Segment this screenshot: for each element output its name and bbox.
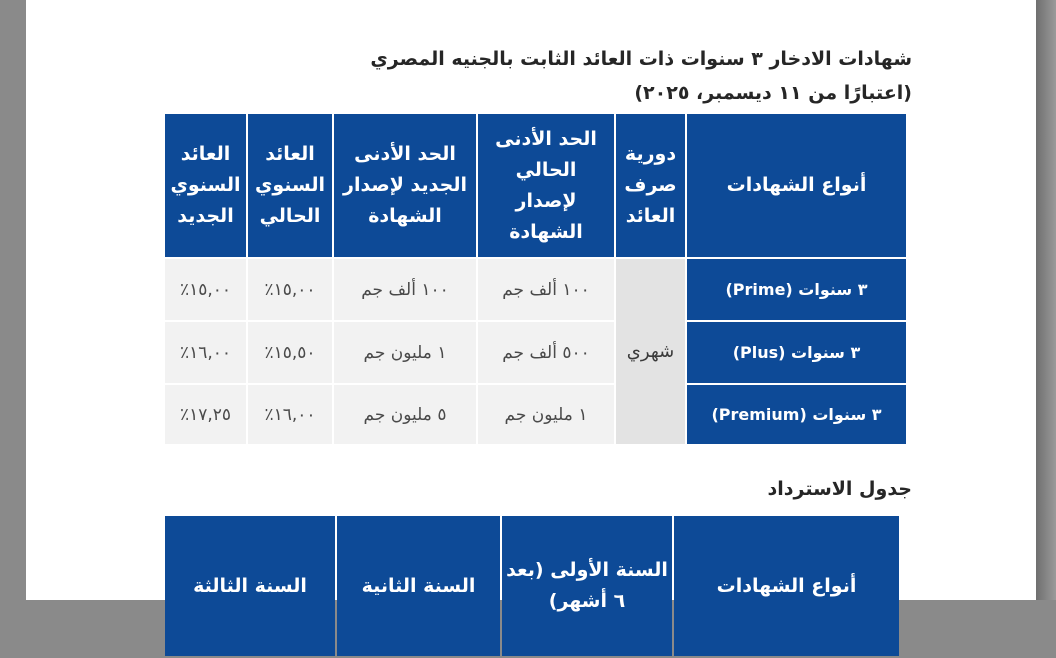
payout-frequency: شهري [616, 259, 685, 444]
rate-current: ١٦,٠٠٪ [248, 385, 332, 444]
header-rate-new: العائد السنوي الجديد [165, 114, 246, 257]
min-current: ١٠٠ ألف جم [478, 259, 614, 320]
certificate-type: ٣ سنوات (Premium) [687, 385, 906, 444]
rate-new: ١٥,٠٠٪ [165, 259, 246, 320]
header-rate-current: العائد السنوي الحالي [248, 114, 332, 257]
min-new: ٥ مليون جم [334, 385, 476, 444]
header-payout-frequency: دورية صرف العائد [616, 114, 685, 257]
redemption-title: جدول الاسترداد [767, 478, 912, 500]
title-line-2: (اعتبارًا من ١١ ديسمبر، ٢٠٢٥) [634, 82, 912, 104]
page-title [212, 42, 912, 110]
min-new: ١٠٠ ألف جم [334, 259, 476, 320]
page-edge-shadow [1036, 0, 1056, 600]
rates-table [163, 112, 908, 446]
header-year-two: السنة الثانية [337, 516, 500, 656]
header-min-current: الحد الأدنى الحالي لإصدار الشهادة [478, 114, 614, 257]
rate-current: ١٥,٥٠٪ [248, 322, 332, 383]
header-certificate-types: أنواع الشهادات [687, 114, 906, 257]
header-min-new: الحد الأدنى الجديد لإصدار الشهادة [334, 114, 476, 257]
rate-new: ١٦,٠٠٪ [165, 322, 246, 383]
rate-new: ١٧,٢٥٪ [165, 385, 246, 444]
min-new: ١ مليون جم [334, 322, 476, 383]
table-row [165, 259, 906, 320]
min-current: ٥٠٠ ألف جم [478, 322, 614, 383]
certificate-type: ٣ سنوات (Plus) [687, 322, 906, 383]
table-row [165, 322, 906, 383]
min-current: ١ مليون جم [478, 385, 614, 444]
header-year-three: السنة الثالثة [165, 516, 335, 656]
certificate-type: ٣ سنوات (Prime) [687, 259, 906, 320]
header-certificate-types: أنواع الشهادات [674, 516, 899, 656]
rate-current: ١٥,٠٠٪ [248, 259, 332, 320]
header-year-one: السنة الأولى (بعد ٦ أشهر) [502, 516, 672, 656]
table-row [165, 385, 906, 444]
title-line-1: شهادات الادخار ٣ سنوات ذات العائد الثابت بالجنيه المصري [370, 48, 912, 70]
redemption-table [163, 514, 901, 658]
